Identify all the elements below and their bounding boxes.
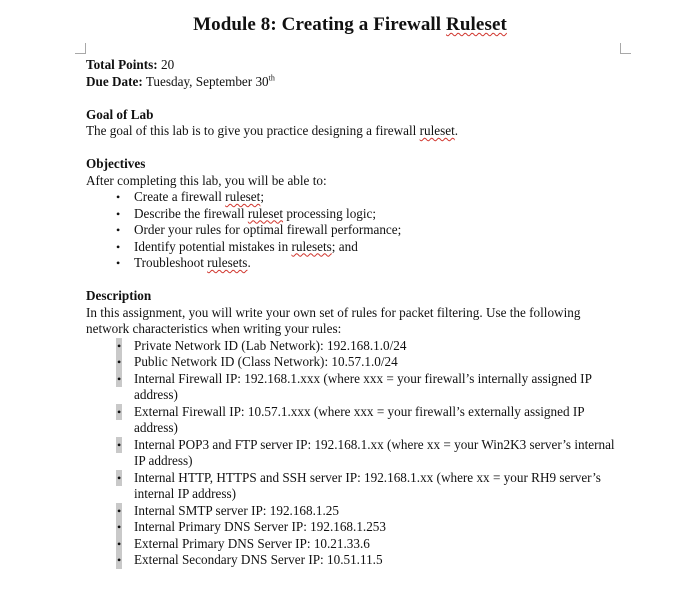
network-item-text: Internal Primary DNS Server IP: 192.168.1.253 (134, 519, 386, 534)
margin-corner-mark-right (620, 43, 631, 54)
objectives-intro: After completing this lab, you will be able to: (86, 172, 327, 188)
network-item-text: Internal HTTP, HTTPS and SSH server IP: 192.168.1.xx (where xx = your RH9 server’s internal IP address) (134, 469, 601, 501)
objective-item (86, 206, 626, 223)
total-points-label: Total Points: (86, 57, 158, 72)
objectives-list (86, 189, 626, 272)
objective-text: Order your rules for optimal firewall performance; (134, 222, 402, 237)
title-spellcheck-word[interactable]: Ruleset (446, 14, 507, 35)
title-text: Module 8: Creating a Firewall (193, 14, 447, 35)
spellcheck-word[interactable]: ruleset (247, 205, 284, 221)
goal-heading: Goal of Lab (86, 106, 154, 122)
network-item (86, 503, 626, 520)
document-body (86, 57, 626, 569)
objective-text: Troubleshoot (134, 255, 208, 270)
network-item (86, 354, 626, 371)
objective-text: Describe the firewall (134, 205, 248, 221)
bullet-icon: • (117, 371, 122, 386)
total-points-value: 20 (160, 57, 175, 72)
network-item-text: External Secondary DNS Server IP: 10.51.11.5 (134, 552, 383, 567)
spellcheck-word[interactable]: rulesets (291, 238, 332, 254)
bullet-icon: • (116, 206, 121, 221)
spacer (86, 140, 626, 157)
network-item (86, 338, 626, 355)
due-date-value: Tuesday, September 30 (145, 73, 269, 89)
network-item (86, 552, 626, 569)
bullet-icon: • (116, 239, 121, 254)
network-item (86, 404, 626, 437)
objectives-heading: Objectives (86, 156, 146, 171)
spellcheck-word[interactable]: rulesets (207, 255, 248, 270)
network-item-text: External Firewall IP: 10.57.1.xxx (where xxx = your firewall’s externally assigned IP address) (134, 403, 585, 435)
network-item (86, 519, 626, 536)
bullet-icon: • (117, 553, 122, 567)
bullet-icon: • (116, 190, 121, 204)
bullet-icon: • (117, 437, 122, 452)
network-item-text: Internal POP3 and FTP server IP: 192.168.1.xx (where xx = your Win2K3 server’s internal IP address) (134, 436, 615, 468)
bullet-icon: • (117, 536, 122, 551)
margin-corner-mark-left (75, 43, 86, 54)
bullet-icon: • (117, 503, 122, 518)
bullet-icon: • (117, 355, 122, 369)
network-item-text: Public Network ID (Class Network): 10.57.1.0/24 (134, 354, 398, 369)
spacer (86, 272, 626, 289)
description-heading: Description (86, 288, 152, 303)
objective-item (86, 222, 626, 239)
network-item-text: Internal Firewall IP: 192.168.1.xxx (where xxx = your firewall’s internally assigned IP address) (134, 370, 592, 402)
objective-text: Create a firewall (134, 189, 226, 204)
spacer (86, 90, 626, 107)
due-date-suffix: th (268, 73, 275, 83)
network-item-text: Internal SMTP server IP: 192.168.1.25 (134, 502, 339, 518)
network-item (86, 536, 626, 553)
due-date-line (86, 74, 626, 91)
bullet-icon: • (116, 256, 121, 270)
bullet-icon: • (116, 223, 121, 237)
spellcheck-word[interactable]: ruleset (225, 189, 261, 204)
network-item (86, 371, 626, 404)
goal-spellcheck-word[interactable]: ruleset (419, 123, 455, 138)
page-title (0, 14, 700, 36)
bullet-icon: • (117, 338, 122, 353)
description-paragraph-line-1: In this assignment, you will write your own set of rules for packet filtering. Use the following (86, 304, 581, 320)
bullet-icon: • (117, 470, 122, 485)
objective-item (86, 255, 626, 272)
goal-text-end: . (454, 123, 459, 138)
network-item (86, 470, 626, 503)
description-paragraph-line-2: network characteristics when writing your rules: (86, 321, 342, 336)
network-item-text: Private Network ID (Lab Network): 192.168.1.0/24 (134, 337, 407, 353)
objective-item (86, 189, 626, 206)
objective-item (86, 239, 626, 256)
due-date-label: Due Date: (86, 73, 143, 89)
goal-text (86, 123, 626, 140)
network-item-text: External Primary DNS Server IP: 10.21.33.6 (134, 535, 370, 551)
objective-text-end: ; (260, 189, 264, 204)
objective-text-end: ; and (331, 238, 358, 254)
goal-text-main: The goal of this lab is to give you practice designing a firewall (86, 123, 420, 138)
network-characteristics-list (86, 338, 626, 569)
network-item (86, 437, 626, 470)
bullet-icon: • (117, 404, 122, 419)
objective-text: Identify potential mistakes in (134, 238, 292, 254)
objective-text-end: processing logic; (283, 205, 377, 221)
total-points-line (86, 57, 626, 74)
bullet-icon: • (117, 520, 122, 534)
objective-text-end: . (247, 255, 251, 270)
